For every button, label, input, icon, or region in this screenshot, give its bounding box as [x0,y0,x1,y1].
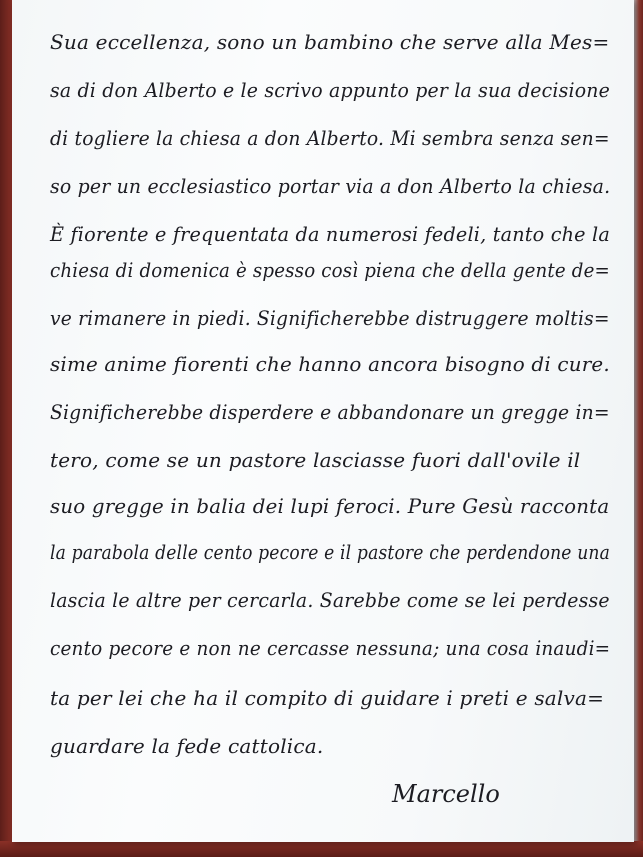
letter-line-16: guardare la fede cattolica. [50,734,324,758]
table-edge-right [633,0,643,857]
letter-line-11: suo gregge in balia dei lupi feroci. Pure Gesù racconta [50,494,610,518]
letter-line-5: È fiorente e frequentata da numerosi fedeli, tanto che la [50,222,610,246]
letter-line-14: cento pecore e non ne cercasse nessuna; una cosa inaudi= [50,636,611,660]
letter-line-15: ta per lei che ha il compito di guidare i preti e salva= [50,686,605,710]
letter-line-2: sa di don Alberto e le scrivo appunto per la sua decisione [50,78,610,102]
letter-line-13: lascia le altre per cercarla. Sarebbe come se lei perdesse [50,588,610,612]
letter-line-3: di togliere la chiesa a don Alberto. Mi sembra senza sen= [50,126,610,150]
letter-line-12: la parabola delle cento pecore e il pastore che perdendone una [50,540,610,564]
signature: Marcello [392,780,500,808]
letter-line-8: sime anime fiorenti che hanno ancora bisogno di cure. [50,352,610,376]
letter-sheet [12,0,634,842]
letter-line-6: chiesa di domenica è spesso così piena che della gente de= [50,258,610,282]
letter-line-7: ve rimanere in piedi. Significherebbe distruggere moltis= [50,306,610,330]
letter-line-1: Sua eccellenza, sono un bambino che serve alla Mes= [50,30,610,54]
letter-line-9: Significherebbe disperdere e abbandonare un gregge in= [50,400,610,424]
letter-line-10: tero, come se un pastore lasciasse fuori dall'ovile il [50,448,581,472]
table-edge-bottom [0,841,643,857]
letter-line-4: so per un ecclesiastico portar via a don Alberto la chiesa. [50,174,611,198]
